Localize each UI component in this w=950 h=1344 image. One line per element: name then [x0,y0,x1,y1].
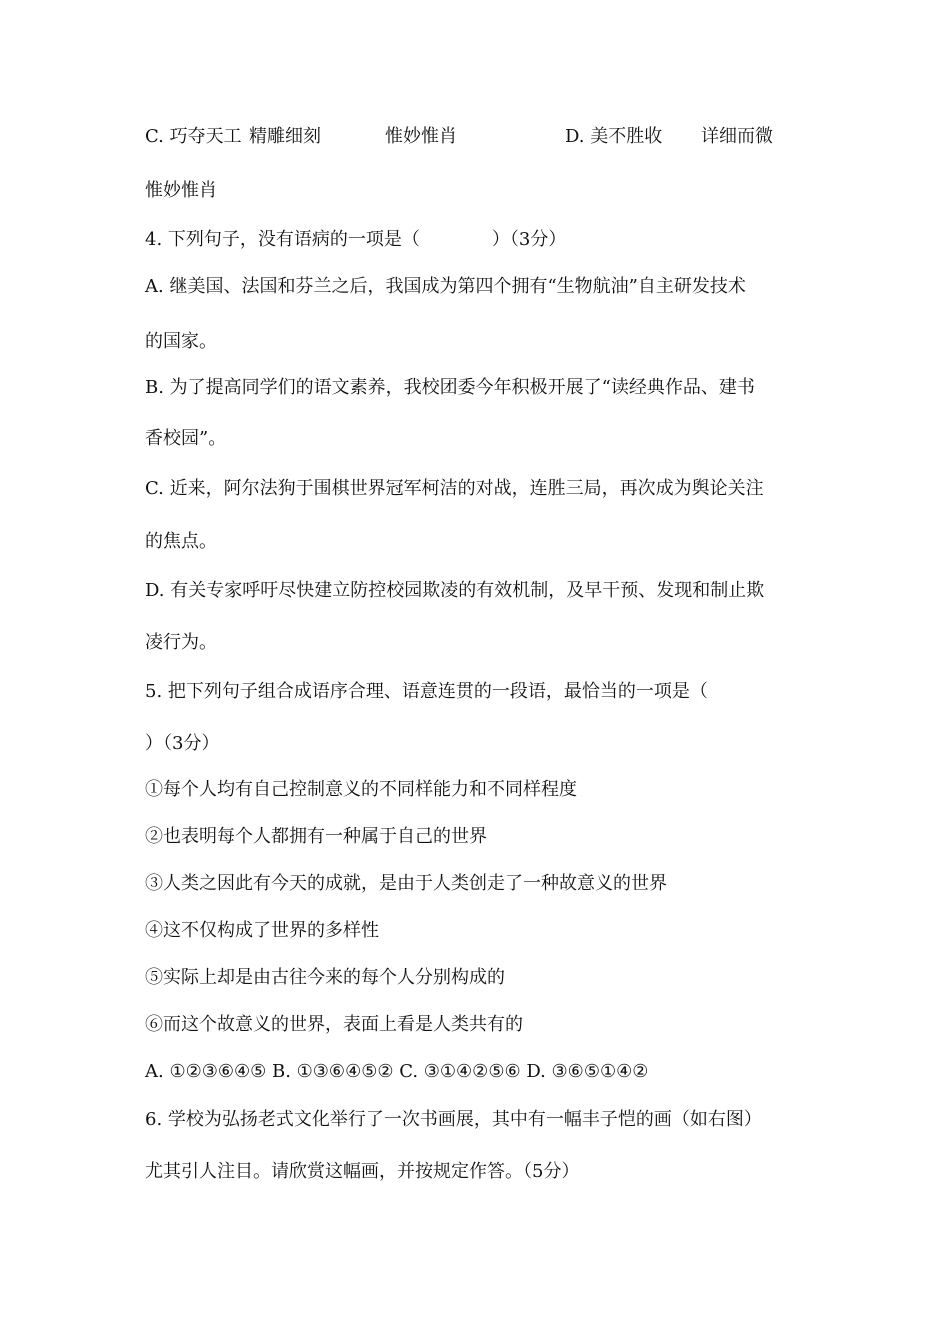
q4-option-c-cont: 的焦点。 [145,531,217,552]
q5-sentence-4: ④这不仅构成了世界的多样性 [145,920,379,941]
q4-option-b: B. 为了提高同学们的语文素养，我校团委今年积极开展了“读经典作品、建书 [145,377,755,398]
q4-option-c: C. 近来，阿尔法狗于围棋世界冠军柯洁的对战，连胜三局，再次成为舆论关注 [145,478,764,499]
q5-sentence-6: ⑥而这个故意义的世界，表面上看是人类共有的 [145,1014,523,1035]
q3-option-c: C. 巧夺天工 [145,126,242,147]
q5-options: A. ①②③⑥④⑤ B. ①③⑥④⑤② C. ③①④②⑤⑥ D. ③⑥⑤①④② [145,1061,649,1082]
question-6-stem-cont: 尤其引人注目。请欣赏这幅画，并按规定作答。（5分） [145,1161,580,1182]
q3-option-c-word2: 精雕细刻 [249,126,321,147]
q5-sentence-1: ①每个人均有自己控制意义的不同样能力和不同样程度 [145,779,577,800]
question-5-stem-cont: ）（3分） [145,733,220,754]
q5-sentence-2: ②也表明每个人都拥有一种属于自己的世界 [145,826,487,847]
question-6-stem: 6. 学校为弘扬老式文化举行了一次书画展，其中有一幅丰子恺的画（如右图） [145,1109,762,1130]
q4-option-d-cont: 凌行为。 [145,632,217,653]
question-4-stem: 4. 下列句子，没有语病的一项是（ ）（3分） [145,229,567,250]
question-5-stem: 5. 把下列句子组合成语序合理、语意连贯的一段语，最恰当的一项是（ [145,681,708,702]
q3-options-cd-line [145,126,825,148]
q3-option-d-word2: 详细而微 [701,126,773,147]
q4-option-a: A. 继美国、法国和芬兰之后，我国成为第四个拥有“生物航油”自主研发技术 [145,276,746,297]
q3-option-d: D. 美不胜收 [565,126,663,147]
q3-option-c-word3: 惟妙惟肖 [385,126,457,147]
q4-option-d: D. 有关专家呼吁尽快建立防控校园欺凌的有效机制，及早干预、发现和制止欺 [145,580,765,601]
q3-option-d-word3: 惟妙惟肖 [145,180,217,201]
q5-sentence-3: ③人类之因此有今天的成就，是由于人类创走了一种故意义的世界 [145,873,667,894]
q4-option-b-cont: 香校园”。 [145,428,227,449]
q5-sentence-5: ⑤实际上却是由古往今来的每个人分别构成的 [145,967,505,988]
q4-option-a-cont: 的国家。 [145,331,217,352]
